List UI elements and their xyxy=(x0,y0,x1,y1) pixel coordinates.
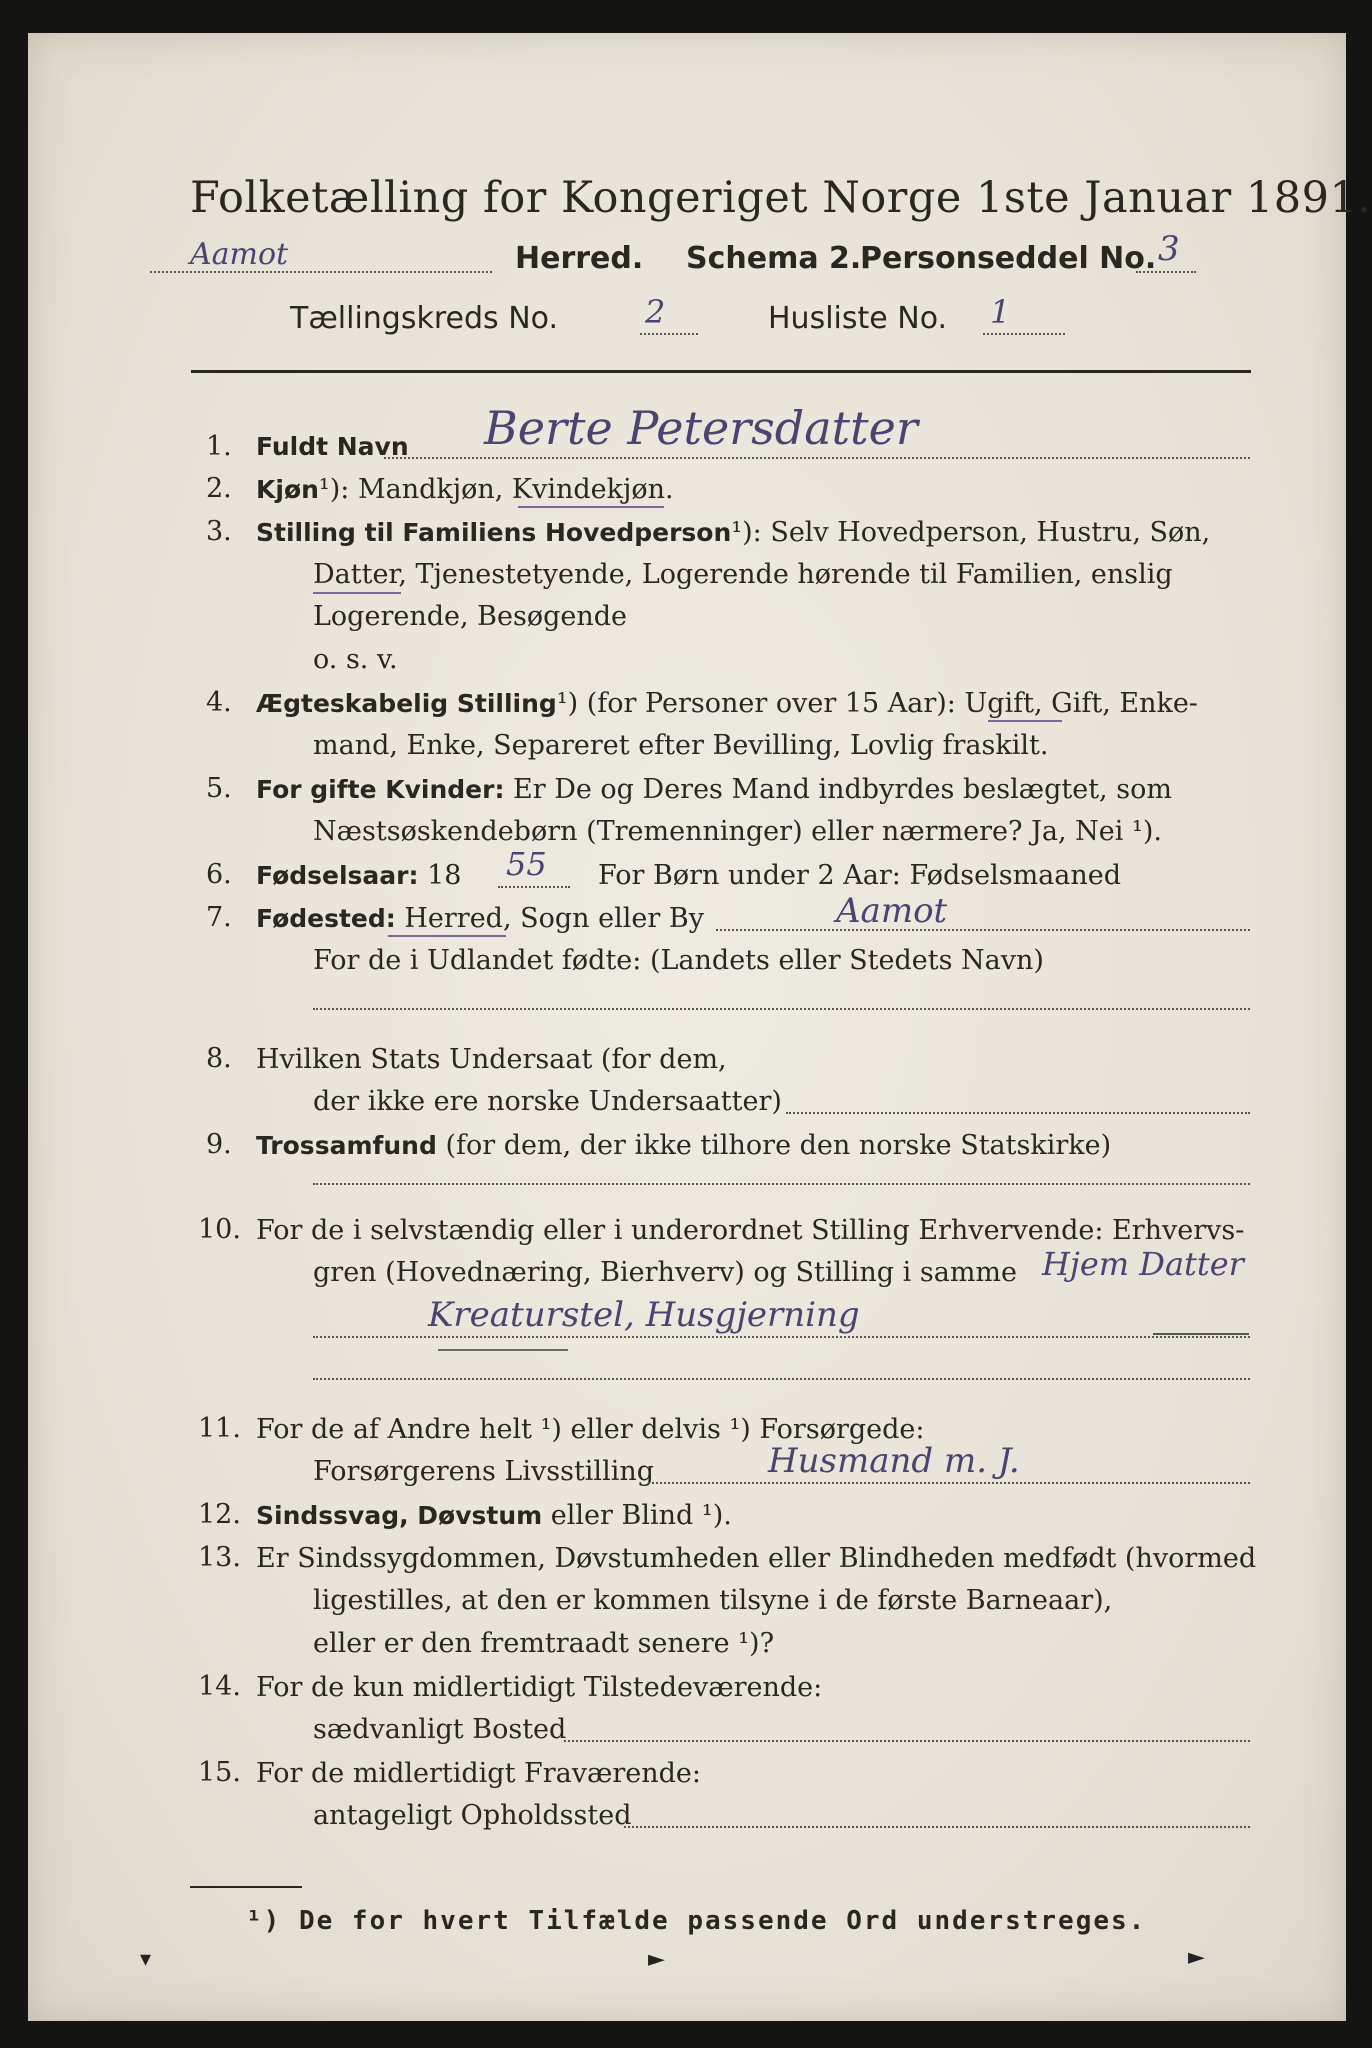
q4-number: 4. xyxy=(206,687,232,718)
q13-line2: ligestilles, at den er kommen tilsyne i de første Barneaar), xyxy=(313,1585,1113,1616)
q5-label: For gifte Kvinder: xyxy=(256,775,505,804)
provider-handwritten: Husmand m. J. xyxy=(768,1441,1020,1481)
q2-line xyxy=(256,474,674,505)
birth-year-handwritten: 55 xyxy=(506,845,547,883)
q8-number: 8. xyxy=(206,1043,232,1074)
q3-line3: Logerende, Besøgende xyxy=(313,601,627,632)
q6-tail xyxy=(598,860,1121,891)
q2-number: 2. xyxy=(206,473,232,504)
q2-label: Kjøn xyxy=(256,475,319,504)
birth-year-dotted-line xyxy=(498,886,570,888)
q14-number: 14. xyxy=(198,1671,241,1702)
q3-number: 3. xyxy=(206,516,232,547)
q10-number: 10. xyxy=(198,1214,241,1245)
q14-line1: For de kun midlertidigt Tilstedeværende: xyxy=(256,1672,823,1703)
q7-line2: For de i Udlandet fødte: (Landets eller Stedets Navn) xyxy=(313,945,1044,976)
q8-dotted-line xyxy=(786,1112,1250,1114)
q6-label: Fødselsaar: xyxy=(256,861,419,890)
q4-label: Ægteskabelig Stilling xyxy=(256,689,557,718)
q11-line2: Forsørgerens Livsstilling xyxy=(313,1456,655,1487)
q9-text: (for dem, der ikke tilhore den norske Statskirke) xyxy=(436,1130,1112,1161)
kvindekjon-underline xyxy=(518,506,664,508)
husliste-number: 1 xyxy=(990,293,1011,331)
q7-number: 7. xyxy=(206,902,232,933)
q12-line xyxy=(256,1500,732,1531)
q14-line2: sædvanligt Bosted xyxy=(313,1714,567,1745)
herred-handwritten: Aamot xyxy=(190,237,289,272)
kreds-label: Tællingskreds No. xyxy=(290,301,558,336)
schema-label: Schema 2. xyxy=(686,241,862,276)
q10-line1: For de i selvstændig eller i underordnet Stilling Erhvervende: Erhvervs- xyxy=(256,1215,1245,1246)
personseddel-dotted-line xyxy=(1136,271,1196,273)
q12-label: Sindssvag, Døvstum xyxy=(256,1501,543,1530)
husliste-label: Husliste No. xyxy=(768,301,948,336)
q10-dotted-line2 xyxy=(313,1378,1250,1380)
q15-line1: For de midlertidigt Fraværende: xyxy=(256,1758,702,1789)
q12-text: eller Blind ¹). xyxy=(542,1500,732,1531)
q6-line xyxy=(256,860,461,891)
q7-dotted-line xyxy=(716,929,1250,931)
q3-line2: Datter, Tjenestetyende, Logerende hørende til Familien, enslig xyxy=(313,559,1173,590)
q3-text1: ¹): Selv Hovedperson, Hustru, Søn, xyxy=(731,517,1211,548)
herred-label: Herred. xyxy=(515,241,644,276)
q6-text: 18 xyxy=(418,860,462,891)
kreds-dotted-line xyxy=(640,333,698,335)
q7-text1: Herred, Sogn eller By xyxy=(395,903,704,934)
q15-line2: antageligt Opholdssted xyxy=(313,1800,632,1831)
q2-text: ¹): Mandkjøn, Kvindekjøn. xyxy=(318,474,674,505)
q4-text1: ¹) (for Personer over 15 Aar): Ugift, Gift, Enke- xyxy=(556,688,1198,719)
full-name-handwritten: Berte Petersdatter xyxy=(484,401,918,455)
q3-label: Stilling til Familiens Hovedperson xyxy=(256,518,732,547)
q15-number: 15. xyxy=(198,1757,241,1788)
q10-dotted-line1 xyxy=(313,1336,1250,1338)
q4-line1 xyxy=(256,688,1198,719)
personseddel-number: 3 xyxy=(1158,229,1180,269)
q9-number: 9. xyxy=(206,1129,232,1160)
husliste-dotted-line xyxy=(983,333,1065,335)
q3-line1 xyxy=(256,517,1210,548)
birthplace-handwritten: Aamot xyxy=(836,891,948,931)
q7-foreign-dotted-line xyxy=(313,1008,1250,1010)
q11-line1: For de af Andre helt ¹) eller delvis ¹) Forsørgede: xyxy=(256,1414,925,1445)
q3-line4: o. s. v. xyxy=(313,644,398,675)
q1-dotted-line xyxy=(384,457,1250,459)
q7-label: Fødested: xyxy=(256,904,396,933)
footnote-rule xyxy=(190,1886,302,1888)
scan-mark-left: ▾ xyxy=(140,1947,152,1972)
occupation-line1-handwritten: Hjem Datter xyxy=(1042,1245,1244,1283)
occupation-flourish xyxy=(438,1349,568,1351)
q9-label: Trossamfund xyxy=(256,1131,437,1160)
kreds-number: 2 xyxy=(645,293,666,331)
q1-number: 1. xyxy=(206,431,232,462)
q13-line1: Er Sindssygdommen, Døvstumheden eller Blindheden medfødt (hvormed xyxy=(256,1543,1257,1574)
q10-line2: gren (Hovednæring, Bierhverv) og Stilling i samme xyxy=(313,1257,1018,1288)
scan-mark-right: ► xyxy=(1188,1945,1205,1970)
q15-dotted-line xyxy=(624,1826,1250,1828)
census-form-sheet xyxy=(28,33,1372,2021)
footnote: ¹) De for hvert Tilfælde passende Ord understreges. xyxy=(246,1906,1147,1936)
q6-tail-text: For Børn under 2 Aar: Fødselsmaaned xyxy=(598,860,1122,891)
q5-line2: Næstsøskendebørn (Tremenninger) eller nærmere? Ja, Nei ¹). xyxy=(313,816,1162,847)
header-rule xyxy=(191,370,1251,373)
ugift-underline xyxy=(988,720,1062,722)
personseddel-label: Personseddel No. xyxy=(860,241,1157,276)
q1-label: Fuldt Navn xyxy=(256,432,409,461)
q11-number: 11. xyxy=(198,1413,241,1444)
q5-line1 xyxy=(256,774,1172,805)
q12-number: 12. xyxy=(198,1499,241,1530)
q4-line2: mand, Enke, Separeret efter Bevilling, Lovlig fraskilt. xyxy=(313,730,1049,761)
form-title: Folketælling for Kongeriget Norge 1ste Januar 1891. xyxy=(190,173,1372,223)
q5-text1: Er De og Deres Mand indbyrdes beslægtet, som xyxy=(504,774,1172,805)
q5-number: 5. xyxy=(206,773,232,804)
q8-line2: der ikke ere norske Undersaatter) xyxy=(313,1086,782,1117)
datter-underline xyxy=(313,592,401,594)
q14-dotted-line xyxy=(564,1740,1250,1742)
q11-dotted-line xyxy=(648,1482,1250,1484)
q9-line xyxy=(256,1130,1111,1161)
q8-line1: Hvilken Stats Undersaat (for dem, xyxy=(256,1044,727,1075)
q13-number: 13. xyxy=(198,1542,241,1573)
occupation-line2-handwritten: Kreaturstel, Husgjerning xyxy=(428,1295,860,1335)
scan-mark-center: ► xyxy=(648,1947,665,1972)
occupation-dash xyxy=(1153,1333,1249,1335)
herred-underline xyxy=(388,935,506,937)
q7-line1 xyxy=(256,903,704,934)
q6-number: 6. xyxy=(206,859,232,890)
q9-dotted-line xyxy=(313,1183,1250,1185)
q13-line3: eller er den fremtraadt senere ¹)? xyxy=(313,1628,775,1659)
